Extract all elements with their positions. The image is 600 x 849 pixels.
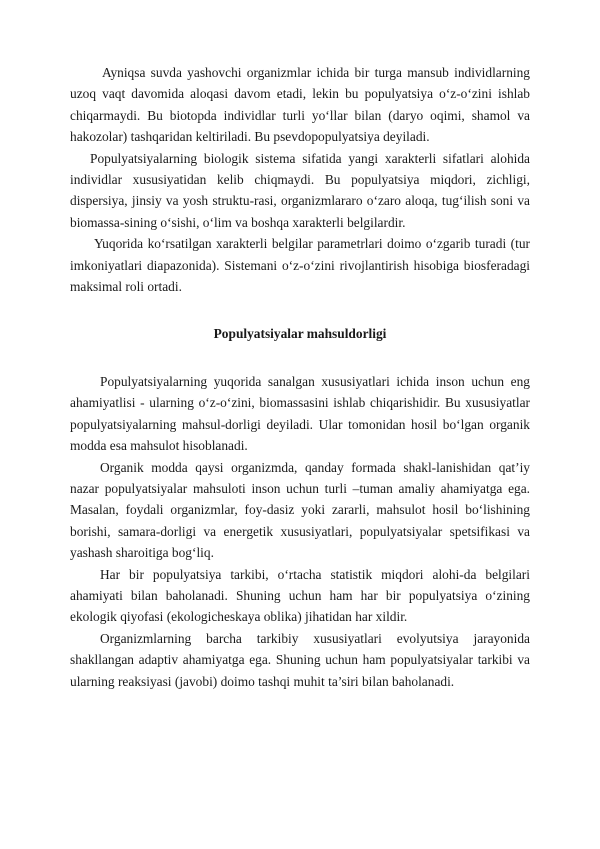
paragraph: Yuqorida ko‘rsatilgan xarakterli belgilar parametrlari doimo o‘zgarib turadi (tur imkoniyatlari diapazonida). Sistemani o‘z-o‘zini rivojlantirish hisobiga biosferadagi maksimal roli ortadi.: [70, 236, 530, 295]
paragraph: Populyatsiyalarning yuqorida sanalgan xususiyatlari ichida inson uchun eng ahamiyatlisi - ularning o‘z-o‘zini, biomassasini ishlab chiqarishidir. Bu xususiyatlar populyatsiyalarning mahsul-dorligi deyiladi. Ular tomonidan hosil bo‘lgan organik modda esa mahsulot hisoblanadi.: [70, 373, 530, 454]
paragraph: Organizmlarning barcha tarkibiy xususiyatlari evolyutsiya jarayonida shakllangan adaptiv ahamiyatga ega. Shuning uchun ham populyatsiyalar tarkibi va ularning reaksiyasi (javobi) doimo tashqi muhit ta’siri bilan baholanadi.: [70, 630, 530, 689]
paragraph: Ayniqsa suvda yashovchi organizmlar ichida bir turga mansub individlarning uzoq vaqt davomida aloqasi davom etadi, lekin bu populyatsiya o‘z-o‘zini ishlab chiqarmaydi. Bu biotopda individlar turli yo‘llar bilan (daryo oqimi, shamol va hakozolar) tashqaridan keltiriladi. Bu psevdopopulyatsiya deyiladi.: [70, 65, 530, 145]
paragraph: Populyatsiyalarning biologik sistema sifatida yangi xarakterli sifatlari alohida individlar xususiyatidan kelib chiqmaydi. Bu populyatsiya miqdori, zichligi, dispersiya, jinsiy va yosh struktu-rasi, organizmlararo o‘zaro aloqa, tug‘ilish soni va biomassa-sining o‘sishi, o‘lim va boshqa xarakterli belgilardir.: [70, 150, 530, 230]
paragraph: Har bir populyatsiya tarkibi, o‘rtacha statistik miqdori alohi-da belgilari ahamiyati bilan baholanadi. Shuning uchun ham har bir populyatsiya o‘zining ekologik qiyofasi (ekologicheskaya oblika) jihatidan har xildir.: [70, 566, 530, 625]
document-page: [70, 62, 530, 692]
section-heading: Populyatsiyalar mahsuldorligi: [213, 326, 387, 342]
paragraph: Organik modda qaysi organizmda, qanday formada shakl-lanishidan qat’iy nazar populyatsiyalar mahsuloti inson uchun turli –tuman amaliy ahamiyatga ega. Masalan, foydali organizmlar, foy-dasiz yoki zararli, mahsulot hosil bo‘lishining borishi, samara-dorligi va energetik xususiyatlari, populyatsiyalar spetsifikasi va yashash sharoitiga bog‘liq.: [70, 459, 530, 561]
